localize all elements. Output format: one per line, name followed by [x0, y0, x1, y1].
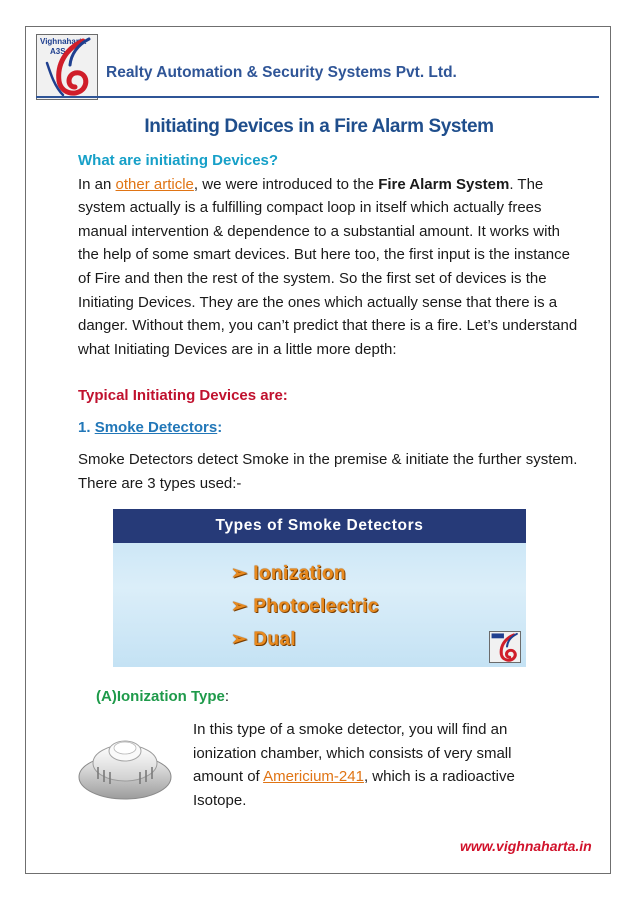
ionization-type-heading [96, 688, 229, 705]
page-title: Initiating Devices in a Fire Alarm System [144, 116, 494, 137]
ionization-text-end: , which is a radioactive Isotope. [193, 768, 515, 809]
banner-item-ionization [231, 562, 346, 585]
footer-website[interactable]: www.vighnaharta.in [460, 838, 592, 854]
banner-item-label: Photoelectric [253, 596, 379, 617]
arrow-bullet-icon: ➢ [231, 629, 248, 650]
section-colon: : [217, 419, 223, 436]
intro-text-rest: . The system actually is a fulfilling compact loop in itself which actually frees manual intervention & dependence to a substantial amount. It works with the help of some smart devices. But here too, the first input is the instance of Fire and then the rest of the system. So the first set of devices is the Initiating Devices. They are the ones which actually sense that there is a danger. Without them, you can’t predict that there is a fire. Let’s understand what Initiating Devices are in a little more depth: [78, 175, 578, 358]
company-name: Realty Automation & Security Systems Pvt. Ltd. [106, 64, 457, 81]
intro-question: What are initiating Devices? [78, 152, 279, 169]
arrow-bullet-icon: ➢ [231, 563, 248, 584]
company-logo [36, 34, 98, 100]
intro-text-start: In an [78, 175, 116, 193]
fire-alarm-system-bold: Fire Alarm System [378, 175, 510, 193]
typical-devices-heading: Typical Initiating Devices are: [78, 387, 288, 404]
ionization-type-colon: : [224, 688, 230, 705]
banner-item-label: Dual [253, 629, 297, 650]
banner-logo [489, 631, 521, 663]
intro-paragraph [78, 173, 578, 362]
banner-item-label: Ionization [253, 563, 346, 584]
smoke-detector-image [76, 725, 174, 803]
banner-item-dual [231, 628, 296, 651]
ionization-description [193, 718, 553, 812]
other-article-link[interactable]: other article [115, 175, 194, 193]
banner-item-photoelectric [231, 595, 379, 618]
ionization-type-label: (A)Ionization Type [96, 688, 225, 705]
smoke-detectors-link[interactable]: Smoke Detectors [94, 419, 218, 436]
section-number: 1. [78, 419, 91, 436]
smoke-detectors-text: Smoke Detectors detect Smoke in the premise & initiate the further system. There are 3 types used:- [78, 451, 578, 492]
logo-graphic [37, 35, 98, 100]
smoke-detector-types-banner [113, 509, 526, 667]
banner-logo-graphic [490, 632, 521, 663]
banner-heading: Types of Smoke Detectors [113, 509, 526, 543]
arrow-bullet-icon: ➢ [231, 596, 248, 617]
smoke-detectors-heading [78, 416, 578, 440]
americium-link[interactable]: Americium-241 [263, 768, 364, 786]
logo-sub-text: A3S [50, 47, 66, 56]
header-divider [36, 96, 599, 98]
smoke-detector-illustration [76, 725, 174, 803]
intro-text-mid: , we were introduced to the [193, 175, 379, 193]
ionization-text-start: In this type of a smoke detector, you will find an ionization chamber, which consists of very small amount of [193, 721, 512, 786]
intro-section [78, 149, 578, 361]
logo-brand-text: Vighnaharta [40, 37, 87, 46]
